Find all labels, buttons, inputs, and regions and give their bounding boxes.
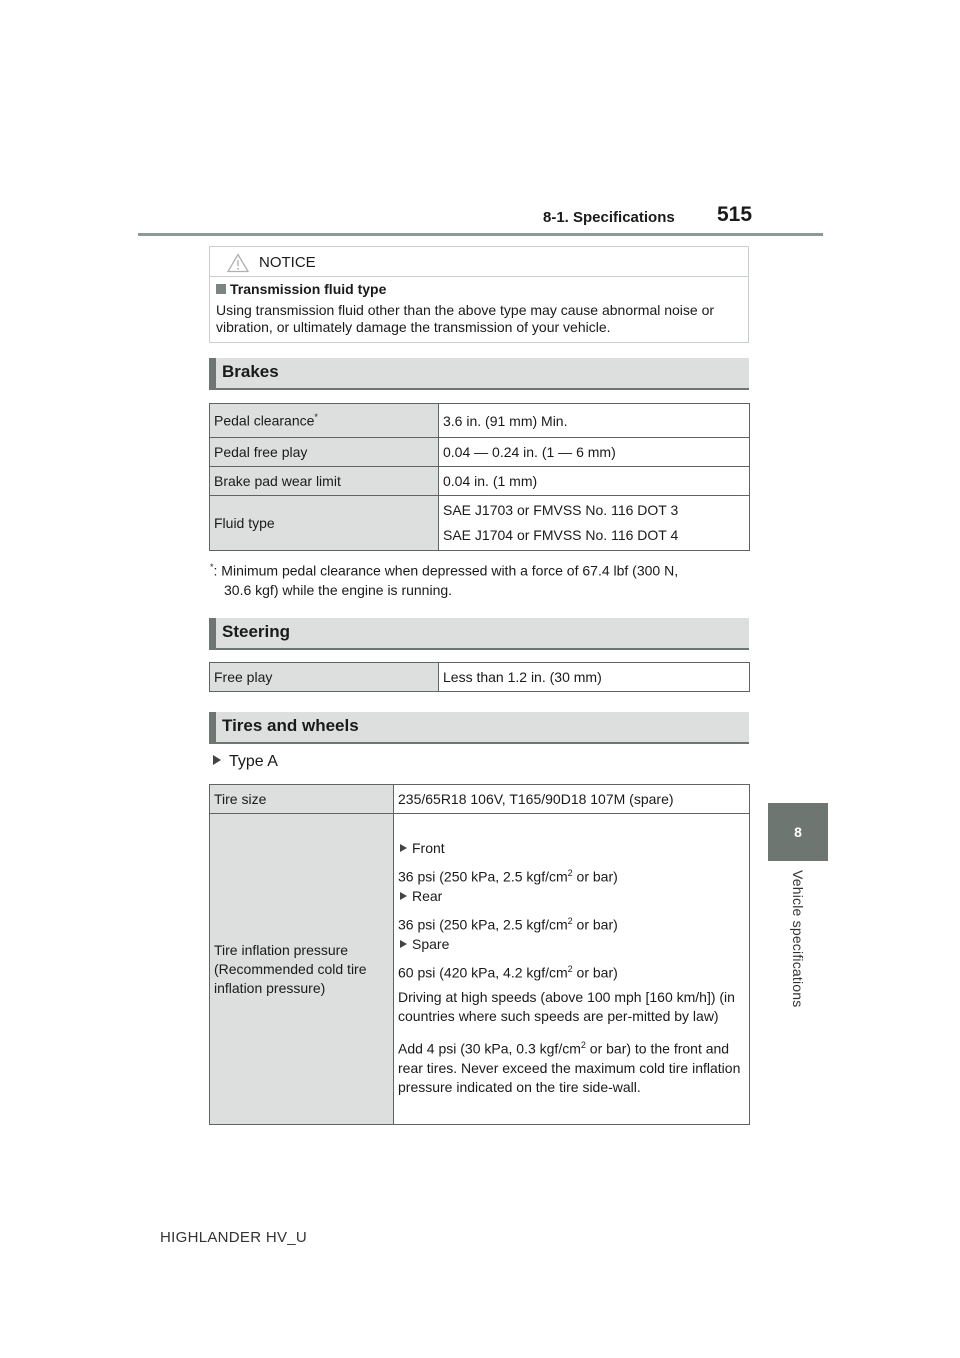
table-row [210, 814, 750, 1125]
high-speed-note: Driving at high speeds (above 100 mph [160 km/h]) (in countries where such speeds are per-mitted by law) [398, 989, 735, 1025]
brakes-table [209, 403, 750, 551]
chapter-tab[interactable] [768, 803, 828, 861]
front-value: 36 psi (250 kPa, 2.5 kgf/$cm^2$ or bar) [398, 868, 618, 885]
notice-box [209, 246, 749, 343]
steering-table [209, 662, 750, 692]
table-row [210, 438, 750, 467]
table-row [210, 404, 750, 438]
table-value-cell: 235/65R18 106V, T165/90D18 107M (spare) [394, 785, 750, 814]
steering-heading: Steering [209, 618, 749, 650]
chapter-label [768, 870, 828, 1040]
header-divider [138, 233, 823, 236]
notice-subtitle: Transmission fluid type [216, 281, 386, 297]
notice-title: NOTICE [259, 254, 316, 271]
add-pressure-note: Add 4 psi (30 kPa, 0.3 kgf/$cm^2$ or bar) to the front and rear tires. Never exceed the maximum cold tire inflation pressure indicated on the tire side-wall. [398, 1040, 741, 1095]
table-label-cell: Brake pad wear limit [210, 467, 439, 496]
page-number: 515 [717, 203, 753, 226]
table-label-cell: Tire size [210, 785, 394, 814]
table-value-cell: 3.6 in. (91 mm) Min. [439, 404, 750, 438]
section-title: 8-1. Specifications [543, 209, 675, 226]
notice-header [210, 247, 748, 277]
tires-heading: Tires and wheels [209, 712, 749, 744]
brakes-heading: Brakes [209, 358, 749, 390]
rear-value: 36 psi (250 kPa, 2.5 kgf/$cm^2$ or bar) [398, 915, 618, 933]
chapter-title: Vehicle specifications [790, 870, 806, 1008]
table-row [210, 663, 750, 692]
table-value-cell [394, 814, 750, 1125]
brakes-footnote: *: Minimum pedal clearance when depressed with a force of 67.4 lbf (300 N, 30.6 kgf) while the engine is running. [210, 562, 679, 598]
footer-model: HIGHLANDER HV_U [160, 1229, 308, 1246]
arrow-bullet-icon [400, 892, 407, 900]
table-label-cell: Fluid type [210, 496, 439, 551]
table-row [210, 785, 750, 814]
type-a-label: Type A [213, 753, 278, 771]
rear-label: Rear [398, 887, 745, 906]
table-value-cell: Less than 1.2 in. (30 mm) [439, 663, 750, 692]
table-value-cell: 0.04 — 0.24 in. (1 — 6 mm) [439, 438, 750, 467]
table-label-cell: Tire inflation pressure (Recommended cold tire inflation pressure) [210, 814, 394, 1125]
table-label-cell: Free play [210, 663, 439, 692]
tires-table [209, 784, 750, 1125]
spare-label: Spare [398, 935, 745, 954]
chapter-number: 8 [794, 824, 802, 840]
table-row [210, 467, 750, 496]
table-value-cell: 0.04 in. (1 mm) [439, 467, 750, 496]
arrow-bullet-icon [400, 940, 407, 948]
table-row [210, 496, 750, 551]
table-label-cell: Pedal free play [210, 438, 439, 467]
arrow-bullet-icon [400, 844, 407, 852]
table-label-cell: Pedal clearance* [210, 404, 439, 438]
spare-value: 60 psi (420 kPa, 4.2 kgf/$cm^2$ or bar) [398, 963, 618, 981]
front-label: Front [398, 839, 745, 858]
table-value-cell: SAE J1703 or FMVSS No. 116 DOT 3 SAE J1704 or FMVSS No. 116 DOT 4 [439, 496, 750, 551]
arrow-bullet-icon [213, 755, 221, 765]
square-bullet-icon [216, 284, 226, 294]
warning-triangle-icon [227, 253, 249, 273]
notice-body: Using transmission fluid other than the above type may cause abnormal noise or vibration, or ultimately damage the transmission of your vehicle. [216, 302, 715, 335]
